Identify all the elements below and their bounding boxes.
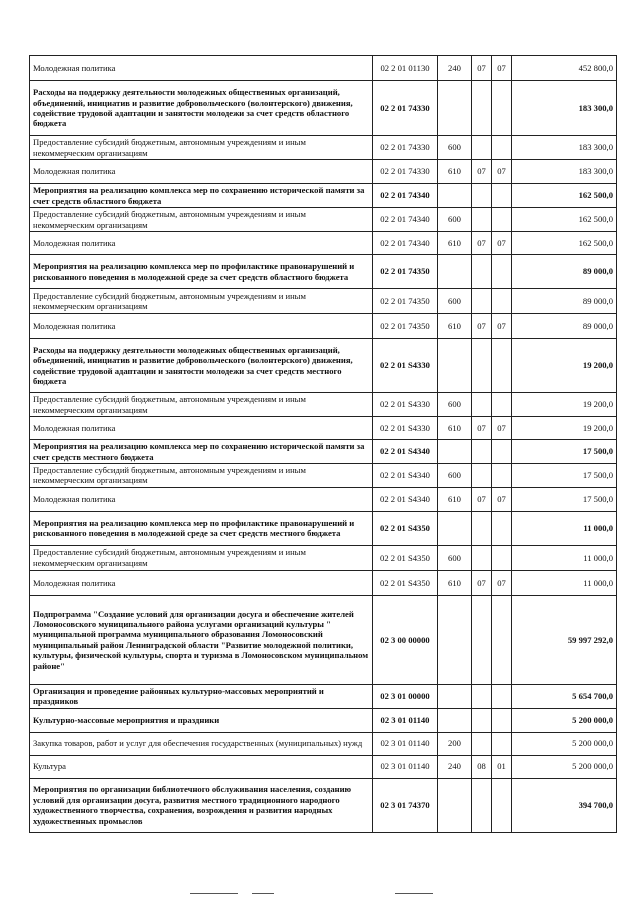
row-name-cell: Мероприятия на реализацию комплекса мер по профилактике правонарушений и рискованного поведения в молодежной среде за счет средств областного бюджета [30, 255, 373, 289]
row-code-cell: 02 3 01 01140 [373, 708, 438, 732]
row-amount-cell: 183 300,0 [512, 160, 617, 184]
row-code-cell: 02 2 01 S4340 [373, 440, 438, 464]
row-amount-cell: 183 300,0 [512, 136, 617, 160]
row-vr-cell [438, 81, 472, 136]
row-name-cell: Организация и проведение районных культурно-массовых мероприятий и праздников [30, 684, 373, 708]
row-name-cell: Предоставление субсидий бюджетным, автономным учреждениям и иным некоммерческим организациям [30, 464, 373, 488]
row-pr-cell [492, 136, 512, 160]
table-row [30, 208, 617, 232]
row-code-cell: 02 2 01 74340 [373, 208, 438, 232]
row-pr-cell [492, 208, 512, 232]
row-name-cell: Молодежная политика [30, 314, 373, 339]
row-name-cell: Мероприятия на реализацию комплекса мер по профилактике правонарушений и рискованного поведения в молодежной среде за счет средств местного бюджета [30, 511, 373, 545]
table-row [30, 339, 617, 393]
row-vr-cell: 200 [438, 732, 472, 755]
row-vr-cell: 600 [438, 393, 472, 417]
row-vr-cell [438, 684, 472, 708]
row-code-cell: 02 2 01 74350 [373, 255, 438, 289]
row-amount-cell: 452 800,0 [512, 56, 617, 81]
row-name-cell: Молодежная политика [30, 417, 373, 440]
row-vr-cell [438, 255, 472, 289]
row-amount-cell: 89 000,0 [512, 289, 617, 314]
row-amount-cell: 5 200 000,0 [512, 755, 617, 778]
row-vr-cell: 610 [438, 314, 472, 339]
row-pr-cell [492, 684, 512, 708]
budget-table [29, 55, 617, 833]
row-vr-cell: 610 [438, 417, 472, 440]
row-pr-cell [492, 393, 512, 417]
row-pr-cell [492, 595, 512, 684]
row-name-cell: Закупка товаров, работ и услуг для обеспечения государственных (муниципальных) нужд [30, 732, 373, 755]
row-vr-cell [438, 595, 472, 684]
table-row [30, 136, 617, 160]
row-vr-cell [438, 339, 472, 393]
row-amount-cell: 17 500,0 [512, 464, 617, 488]
row-pr-cell [492, 545, 512, 570]
table-row [30, 417, 617, 440]
row-code-cell: 02 2 01 74350 [373, 289, 438, 314]
row-amount-cell: 5 200 000,0 [512, 732, 617, 755]
row-name-cell: Мероприятия на реализацию комплекса мер по сохранению исторической памяти за счет средств областного бюджета [30, 184, 373, 208]
row-name-cell: Молодежная политика [30, 232, 373, 255]
table-row [30, 56, 617, 81]
table-row [30, 684, 617, 708]
scan-artifact [395, 893, 433, 894]
row-name-cell: Предоставление субсидий бюджетным, автономным учреждениям и иным некоммерческим организациям [30, 545, 373, 570]
row-amount-cell: 89 000,0 [512, 255, 617, 289]
row-vr-cell [438, 708, 472, 732]
table-row [30, 464, 617, 488]
row-amount-cell: 183 300,0 [512, 81, 617, 136]
row-rz-cell [472, 81, 492, 136]
row-vr-cell: 600 [438, 464, 472, 488]
row-code-cell: 02 2 01 74350 [373, 314, 438, 339]
row-rz-cell [472, 184, 492, 208]
row-rz-cell [472, 289, 492, 314]
row-amount-cell: 17 500,0 [512, 440, 617, 464]
row-pr-cell [492, 511, 512, 545]
row-code-cell: 02 3 01 00000 [373, 684, 438, 708]
row-amount-cell: 11 000,0 [512, 545, 617, 570]
row-pr-cell: 07 [492, 417, 512, 440]
row-rz-cell [472, 708, 492, 732]
table-row [30, 487, 617, 511]
row-code-cell: 02 2 01 74330 [373, 160, 438, 184]
row-amount-cell: 11 000,0 [512, 511, 617, 545]
row-code-cell: 02 2 01 74340 [373, 232, 438, 255]
row-vr-cell: 240 [438, 56, 472, 81]
row-code-cell: 02 2 01 S4330 [373, 417, 438, 440]
row-name-cell: Предоставление субсидий бюджетным, автономным учреждениям и иным некоммерческим организациям [30, 289, 373, 314]
row-pr-cell [492, 778, 512, 832]
row-rz-cell: 07 [472, 314, 492, 339]
row-vr-cell: 600 [438, 545, 472, 570]
row-code-cell: 02 2 01 S4350 [373, 545, 438, 570]
row-rz-cell [472, 545, 492, 570]
row-pr-cell [492, 440, 512, 464]
table-row [30, 232, 617, 255]
table-row [30, 81, 617, 136]
row-code-cell: 02 2 01 S4330 [373, 339, 438, 393]
row-pr-cell [492, 81, 512, 136]
row-name-cell: Мероприятия по организации библиотечного обслуживания населения, созданию условий для организации досуга, развития местного традиционного народного художественного творчества, сохранения, возрождения и развития народных художественных промыслов [30, 778, 373, 832]
row-code-cell: 02 2 01 S4350 [373, 570, 438, 595]
row-pr-cell [492, 289, 512, 314]
row-vr-cell [438, 440, 472, 464]
row-rz-cell [472, 464, 492, 488]
row-code-cell: 02 3 01 01140 [373, 732, 438, 755]
row-rz-cell [472, 595, 492, 684]
row-name-cell: Молодежная политика [30, 570, 373, 595]
row-rz-cell: 07 [472, 232, 492, 255]
row-name-cell: Мероприятия на реализацию комплекса мер по сохранению исторической памяти за счет средств местного бюджета [30, 440, 373, 464]
row-pr-cell [492, 708, 512, 732]
row-vr-cell [438, 778, 472, 832]
row-rz-cell [472, 778, 492, 832]
row-name-cell: Молодежная политика [30, 487, 373, 511]
row-pr-cell [492, 732, 512, 755]
row-code-cell: 02 2 01 01130 [373, 56, 438, 81]
row-vr-cell: 600 [438, 136, 472, 160]
row-code-cell: 02 2 01 S4340 [373, 487, 438, 511]
table-row [30, 255, 617, 289]
row-amount-cell: 162 500,0 [512, 208, 617, 232]
row-code-cell: 02 2 01 S4330 [373, 393, 438, 417]
row-code-cell: 02 2 01 S4340 [373, 464, 438, 488]
row-name-cell: Культурно-массовые мероприятия и праздники [30, 708, 373, 732]
row-vr-cell [438, 511, 472, 545]
row-amount-cell: 19 200,0 [512, 339, 617, 393]
row-rz-cell [472, 255, 492, 289]
row-code-cell: 02 2 01 74330 [373, 136, 438, 160]
row-rz-cell: 08 [472, 755, 492, 778]
table-row [30, 545, 617, 570]
row-amount-cell: 5 654 700,0 [512, 684, 617, 708]
scan-artifact [252, 893, 274, 894]
table-row [30, 289, 617, 314]
row-name-cell: Расходы на поддержку деятельности молодежных общественных организаций, объединений, инициатив и развитие добровольческого (волонтерского) движения, содействие трудовой адаптации и занятости молодежи за счет средств областного бюджета [30, 81, 373, 136]
row-rz-cell [472, 393, 492, 417]
row-vr-cell: 600 [438, 208, 472, 232]
row-name-cell: Предоставление субсидий бюджетным, автономным учреждениям и иным некоммерческим организациям [30, 393, 373, 417]
table-row [30, 511, 617, 545]
row-pr-cell: 01 [492, 755, 512, 778]
row-amount-cell: 162 500,0 [512, 232, 617, 255]
row-pr-cell: 07 [492, 160, 512, 184]
row-amount-cell: 59 997 292,0 [512, 595, 617, 684]
table-row [30, 595, 617, 684]
table-row [30, 314, 617, 339]
row-code-cell: 02 2 01 74330 [373, 81, 438, 136]
table-row [30, 708, 617, 732]
row-code-cell: 02 2 01 74340 [373, 184, 438, 208]
row-rz-cell: 07 [472, 160, 492, 184]
row-pr-cell: 07 [492, 232, 512, 255]
row-code-cell: 02 3 01 01140 [373, 755, 438, 778]
row-amount-cell: 17 500,0 [512, 487, 617, 511]
row-vr-cell: 240 [438, 755, 472, 778]
row-vr-cell: 610 [438, 160, 472, 184]
table-row [30, 755, 617, 778]
row-code-cell: 02 3 00 00000 [373, 595, 438, 684]
table-row [30, 570, 617, 595]
row-rz-cell [472, 208, 492, 232]
row-rz-cell: 07 [472, 570, 492, 595]
table-row [30, 160, 617, 184]
row-name-cell: Молодежная политика [30, 56, 373, 81]
row-rz-cell [472, 684, 492, 708]
row-vr-cell [438, 184, 472, 208]
row-pr-cell [492, 255, 512, 289]
row-rz-cell: 07 [472, 417, 492, 440]
row-name-cell: Молодежная политика [30, 160, 373, 184]
row-code-cell: 02 2 01 S4350 [373, 511, 438, 545]
row-rz-cell [472, 511, 492, 545]
row-pr-cell: 07 [492, 56, 512, 81]
row-pr-cell: 07 [492, 314, 512, 339]
row-amount-cell: 394 700,0 [512, 778, 617, 832]
row-rz-cell [472, 136, 492, 160]
table-row [30, 184, 617, 208]
row-rz-cell [472, 732, 492, 755]
row-code-cell: 02 3 01 74370 [373, 778, 438, 832]
table-row [30, 393, 617, 417]
row-vr-cell: 610 [438, 487, 472, 511]
row-vr-cell: 600 [438, 289, 472, 314]
row-pr-cell: 07 [492, 487, 512, 511]
table-row [30, 778, 617, 832]
row-rz-cell [472, 339, 492, 393]
table-row [30, 732, 617, 755]
row-pr-cell [492, 464, 512, 488]
row-name-cell: Культура [30, 755, 373, 778]
row-name-cell: Предоставление субсидий бюджетным, автономным учреждениям и иным некоммерческим организациям [30, 208, 373, 232]
row-pr-cell: 07 [492, 570, 512, 595]
table-row [30, 440, 617, 464]
row-amount-cell: 19 200,0 [512, 393, 617, 417]
row-amount-cell: 19 200,0 [512, 417, 617, 440]
row-name-cell: Предоставление субсидий бюджетным, автономным учреждениям и иным некоммерческим организациям [30, 136, 373, 160]
row-rz-cell [472, 440, 492, 464]
row-amount-cell: 89 000,0 [512, 314, 617, 339]
row-name-cell: Подпрограмма "Создание условий для организации досуга и обеспечение жителей Ломоносовского муниципального района услугами организаций культуры " муниципальной программа муниципального образования Ломоносовский муниципальный район Ленинградской области "Развитие молодежной политики, культуры, физической культуры, спорта и туризма в Ломоносовском муниципальном районе" [30, 595, 373, 684]
row-amount-cell: 5 200 000,0 [512, 708, 617, 732]
table-body [30, 56, 617, 833]
row-vr-cell: 610 [438, 232, 472, 255]
scan-artifact [190, 893, 238, 894]
row-amount-cell: 11 000,0 [512, 570, 617, 595]
row-rz-cell: 07 [472, 487, 492, 511]
row-name-cell: Расходы на поддержку деятельности молодежных общественных организаций, объединений, инициатив и развитие добровольческого (волонтерского) движения, содействие трудовой адаптации и занятости молодежи за счет средств местного бюджета [30, 339, 373, 393]
row-vr-cell: 610 [438, 570, 472, 595]
row-rz-cell: 07 [472, 56, 492, 81]
row-pr-cell [492, 339, 512, 393]
row-pr-cell [492, 184, 512, 208]
row-amount-cell: 162 500,0 [512, 184, 617, 208]
